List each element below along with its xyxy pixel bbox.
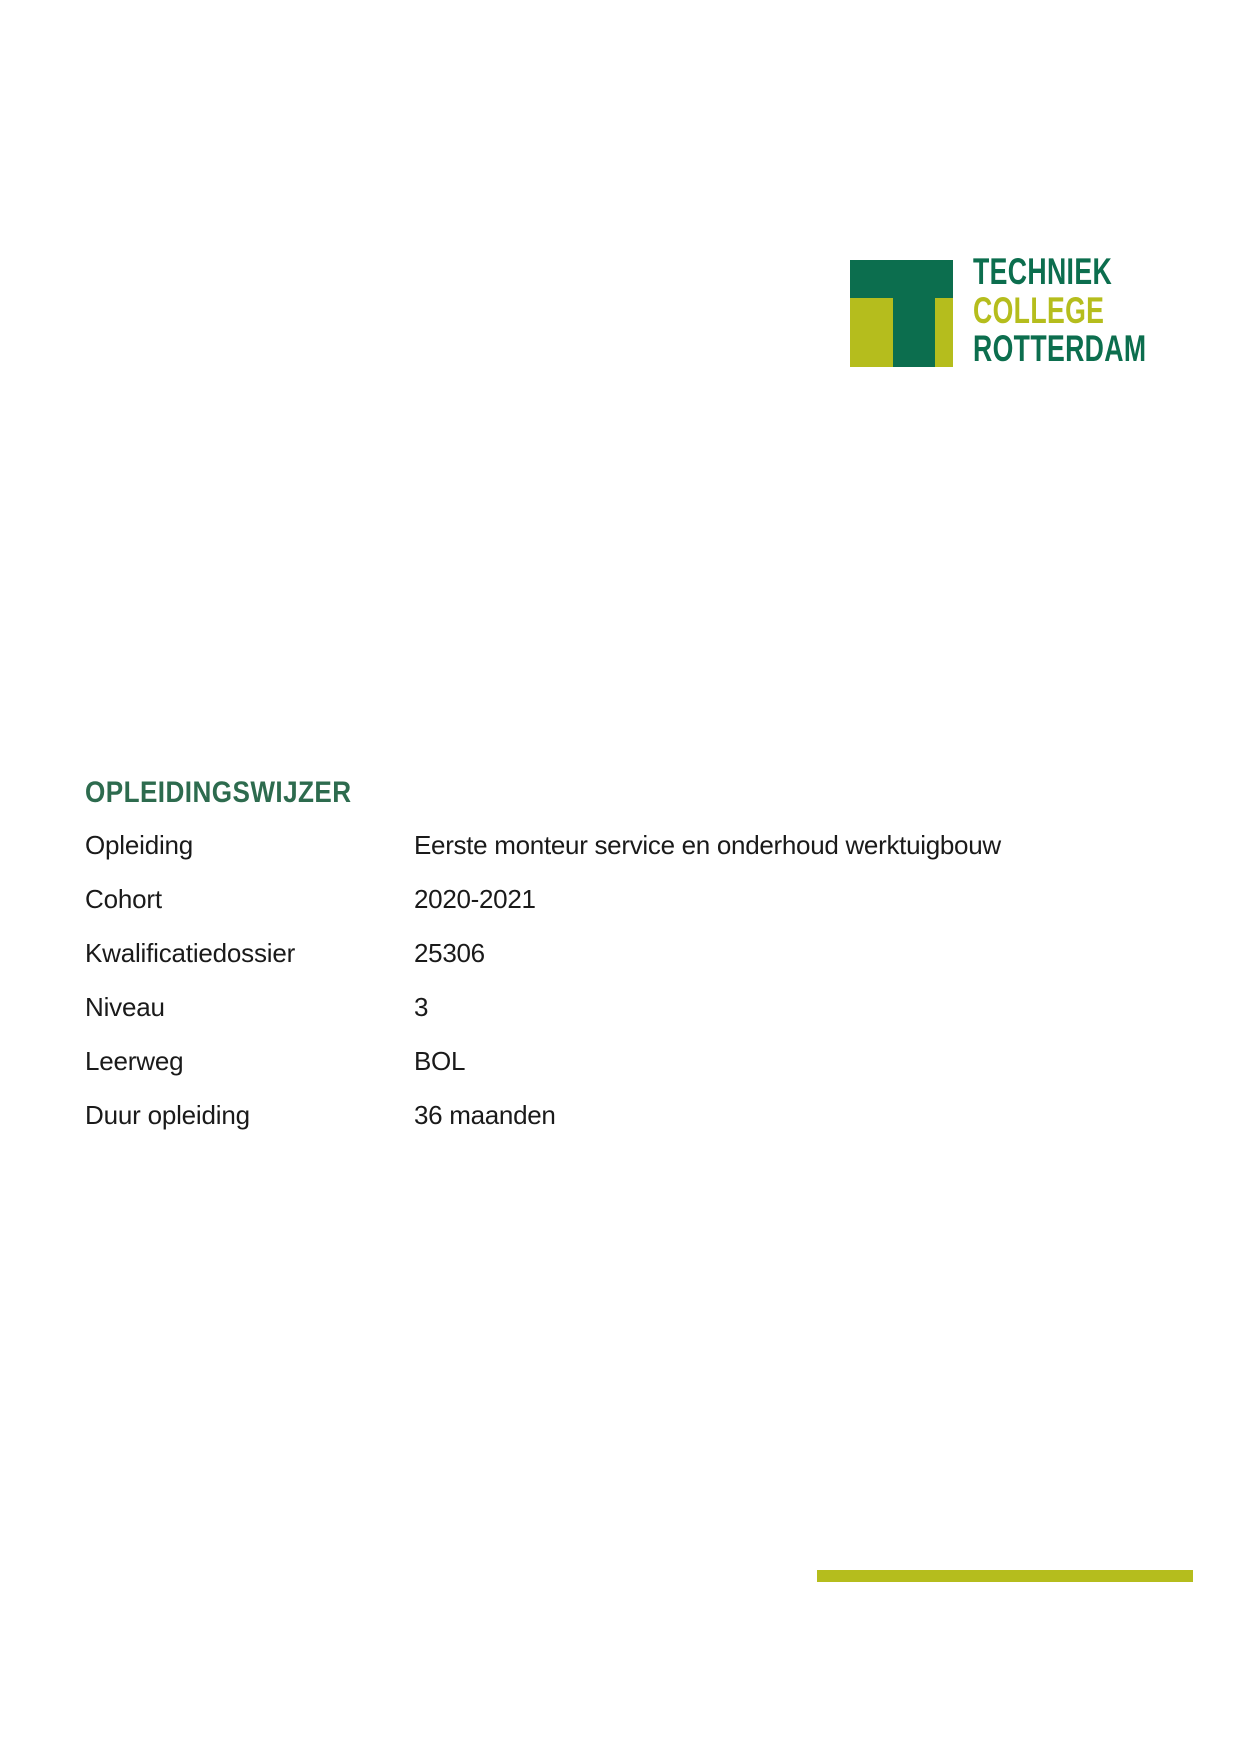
row-value: Eerste monteur service en onderhoud werktuigbouw [414, 830, 1001, 860]
table-row [85, 1100, 1085, 1154]
row-label: Duur opleiding [85, 1100, 250, 1130]
logo-t-mark-icon [850, 260, 953, 367]
row-value: 25306 [414, 938, 485, 968]
logo-word-college: COLLEGE [973, 289, 1105, 331]
row-label: Opleiding [85, 830, 194, 860]
table-row [85, 992, 1085, 1046]
row-value: 2020-2021 [414, 884, 536, 914]
logo-t-crossbar [850, 260, 953, 298]
row-label: Leerweg [85, 1046, 184, 1076]
logo-lime-right-block [935, 298, 953, 367]
logo-t-bottom [850, 298, 953, 367]
techniek-college-rotterdam-logo [850, 251, 1180, 369]
row-value: BOL [414, 1046, 466, 1076]
opleiding-details-table [85, 830, 1085, 1154]
row-label: Cohort [85, 884, 162, 914]
logo-t-stem [893, 298, 935, 367]
row-label: Kwalificatiedossier [85, 938, 296, 968]
table-row [85, 830, 1085, 884]
table-row [85, 884, 1085, 938]
logo-lime-left-block [850, 298, 893, 367]
table-row [85, 938, 1085, 992]
logo-wordmark [973, 253, 1193, 369]
logo-word-techniek: TECHNIEK [973, 251, 1113, 292]
logo-word-rotterdam: ROTTERDAM [973, 328, 1147, 369]
row-value: 36 maanden [414, 1100, 556, 1130]
row-label: Niveau [85, 992, 165, 1022]
footer-accent-bar [817, 1570, 1193, 1582]
page-title: OPLEIDINGSWIJZER [85, 776, 352, 809]
row-value: 3 [414, 992, 429, 1022]
table-row [85, 1046, 1085, 1100]
